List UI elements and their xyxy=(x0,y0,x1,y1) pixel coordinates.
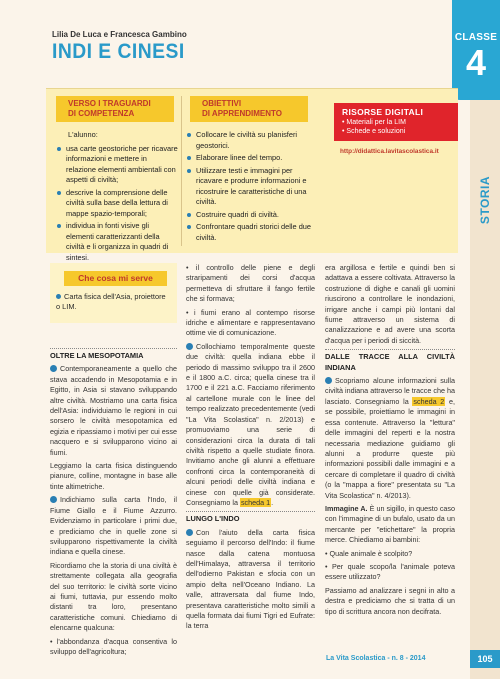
worksheet-highlight: scheda 2 xyxy=(413,396,445,406)
section-heading: DALLE TRACCE ALLA CIVILTÀ INDIANA xyxy=(325,352,455,372)
step-icon xyxy=(50,496,57,503)
column-1: OLTRE LA MESOPOTAMIA Contemporaneamente a quello che stava accadendo in Mesopotamia e in Egitto, in Asia si stavano sviluppando altre civiltà. Mostriamo una carta fisica dell'Asia: individuiamo le regioni in cui sorsero le civiltà mesopotamica ed egizia e ripassiamo i motivi per cui esse nacquero e si svilupparono vicino ai fiumi. Leggiamo la carta fisica distinguendo pianure, colline, montagne in base alle tinte altimetriche. Indichiamo sulla carta l'Indo, il Fiume Giallo e il Fiume Azzurro. Evidenziamo in particolare i primi due, e prediciamo che in quelle zone si svilupparono rispettivamente la civiltà indiana e quella cinese. Ricordiamo che la storia di una civiltà è strettamente collegata alla geografia del suo territorio: le civiltà sorte vicino ai fiumi, tuttavia, pur essendo molto distanti tra loro, presentano caratteristiche comuni. Chiediamo di elencarne qualcuna: • l'abbondanza d'acqua consentiva lo sviluppo dell'agricoltura; xyxy=(50,351,177,656)
list-item: Costruire quadri di civiltà. xyxy=(186,210,316,221)
section-heading: OLTRE LA MESOPOTAMIA xyxy=(50,351,177,361)
column-divider xyxy=(181,96,182,246)
resources-link[interactable]: http://didattica.lavitascolastica.it xyxy=(340,148,439,155)
worksheet-highlight: scheda 1 xyxy=(240,497,271,507)
step-icon xyxy=(186,529,193,536)
list-item: Elaborare linee del tempo. xyxy=(186,153,316,164)
list-item: • Schede e soluzioni xyxy=(342,127,450,136)
class-label: CLASSE xyxy=(454,32,498,43)
materials-box: Che cosa mi serve Carta fisica dell'Asia, proiettore o LIM. xyxy=(50,263,177,323)
list-item: individua in fonti visive gli elementi caratterizzanti della civiltà e li organizza in quadri di sintesi. xyxy=(56,221,178,263)
authors: Lilia De Luca e Francesca Gambino xyxy=(52,30,187,39)
step-icon xyxy=(186,343,193,350)
column-3: era argillosa e fertile e quindi ben si adattava a essere coltivata. Attraverso la costruzione di dighe e canali gli uomini riuscirono a controllare le inondazioni, irrigare anche i campi più lontani dal fiume attraverso un sistema di canalizzazione e ad avere una scorta d'acqua per i periodi di siccità. DALLE TRACCE ALLA CIVILTÀ INDIANA Scopriamo alcune informazioni sulla civiltà indiana attraverso le tracce che ha lasciato. Consegniamo la scheda 2 e, se possibile, proiettiamo le immagini in essa contenute. Attraverso la "lettura" delle immagini del reperti e la nostra necessaria mediazione guidiamo gli alunni a produrre queste più informazioni possibili dalle immagini e a cercare di completare il quadro di civiltà (o la "mappa a fiore" presentata su "La Vita Scolastica" n. 4/2013). Immagine A. È un sigillo, in questo caso con l'immagine di un bufalo, usato da un mercante per "etichettare" la propria merce. Chiediamo ai bambini: • Quale animale è scolpito? • Per quale scopo/la l'animale poteva essere utilizzato? Passiamo ad analizzare i segni in alto a destra e prediciamo che si tratta di un tipo di scrittura ancora non decifrata. xyxy=(325,263,455,616)
competenze-list: L'alunno: usa carte geostoriche per ricavare informazioni e mettere in relazione elementi ambientali con aspetti di civiltà; descrive la comprensione delle civiltà sulla base della lettura di mappe spazio-temporali; individua in fonti visive gli elementi caratterizzanti della civiltà e li organizza in quadri di sintesi. xyxy=(56,130,178,265)
list-item: Collocare le civiltà su planisferi geostorici. xyxy=(186,130,316,151)
list-item: descrive la comprensione delle civiltà sulla base della lettura di mappe spazio-temporali; xyxy=(56,188,178,220)
list-item: usa carte geostoriche per ricavare informazioni e mettere in relazione elementi ambientali con aspetti di civiltà; xyxy=(56,144,178,186)
section-heading: LUNGO L'INDO xyxy=(186,514,315,524)
subject-label: STORIA xyxy=(478,175,492,225)
digital-resources-box: RISORSE DIGITALI • Materiali per la LIM • Schede e soluzioni xyxy=(334,103,458,141)
column-2: • il controllo delle piene e degli straripamenti dei corsi d'acqua permetteva di sfruttare il fango fertile che si formava; • i fiumi erano al contempo risorse idriche e alimentare e rappresentavano ottime vie di comunicazione. Collochiamo temporalmente queste due civiltà: quella indiana ebbe il periodo di massimo sviluppo tra il 2600 e il 1800 a.C. circa; quella cinese tra il 1700 e il 221 a.C. Facciamo riferimento al cartellone murale con le linee del tempo realizzato precedentemente (vedi "La Vita Scolastica" n. 2/2013) e promuoviamo una serie di considerazioni circa la durata di tali civiltà rispetto a quelle studiate finora. Invitiamo anche gli alunni a effettuare confronti circa la contemporaneità di alcuni periodi delle civiltà indiana e cinese con quelle già considerate. Consegniamo la scheda 1. LUNGO L'INDO Con l'aiuto della carta fisica seguiamo il percorso dell'Indo: il fiume nasce dalla catena montuosa dell'Himalaya, attraversa il territorio dell'odierno Pakistan e sfocia con un ampio delta nell'Oceano Indiano. La valle, attraversata dal fiume Indo, presentava caratteristiche molto simili a quella formata dai fiumi Tigri ed Eufrate: la terra xyxy=(186,263,315,631)
list-item: Confrontare quadri storici delle due civiltà. xyxy=(186,222,316,243)
journal-footer: La Vita Scolastica - n. 8 - 2014 xyxy=(326,655,426,662)
competenze-heading: VERSO I TRAGUARDI DI COMPETENZA xyxy=(56,96,174,122)
list-item: • Materiali per la LIM xyxy=(342,118,450,127)
subsection-heading: Immagine A. xyxy=(325,503,368,513)
page-title: INDI E CINESI xyxy=(52,40,185,63)
class-number: 4 xyxy=(465,42,487,83)
step-icon xyxy=(50,365,57,372)
page-number: 105 xyxy=(470,650,500,668)
bullet-icon xyxy=(56,294,61,299)
obiettivi-list xyxy=(186,130,316,245)
class-tab xyxy=(452,0,500,100)
list-item: Utilizzare testi e immagini per ricavare e produrre informazioni e ricostruire le caratteristiche di una civiltà. xyxy=(186,166,316,208)
step-icon xyxy=(325,377,332,384)
obiettivi-heading: OBIETTIVI DI APPRENDIMENTO xyxy=(190,96,308,122)
